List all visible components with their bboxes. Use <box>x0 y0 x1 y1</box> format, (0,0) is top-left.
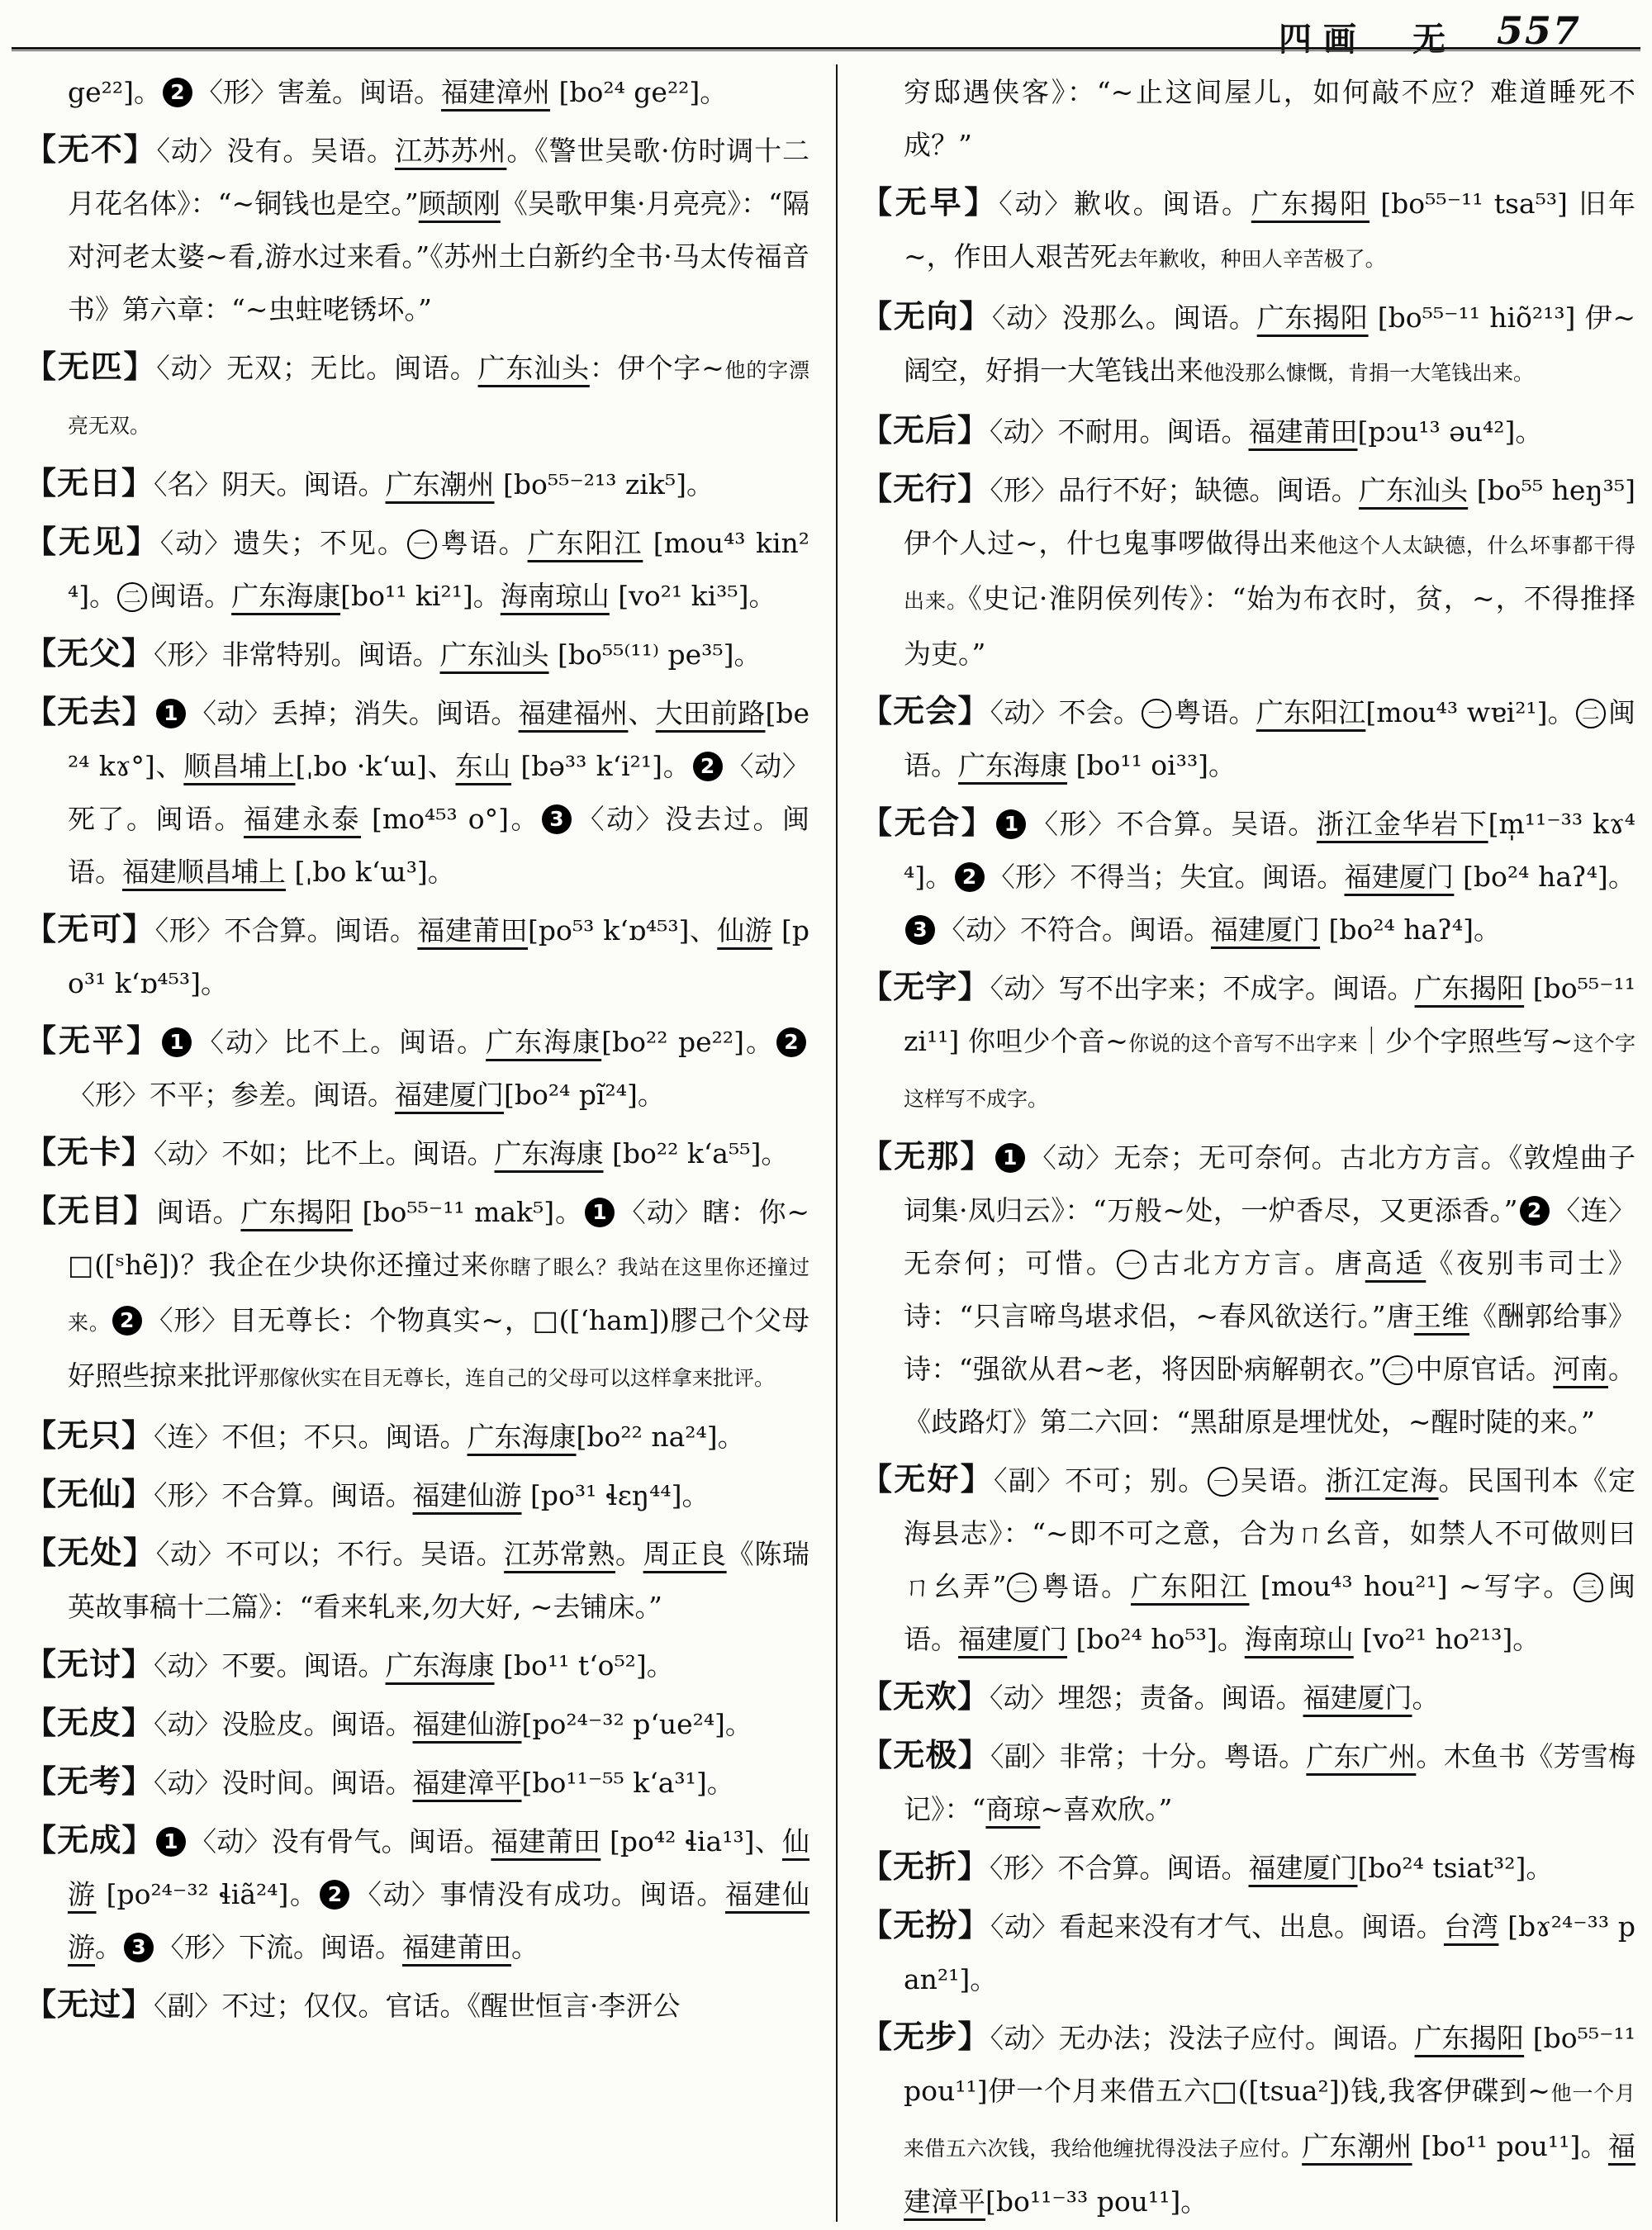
entry-无匹 <box>25 340 809 453</box>
proper-name: 广东汕头 <box>439 638 549 671</box>
entry-text: [bɤ²⁴⁻³³ pan²¹]。 <box>904 1910 1635 1995</box>
entry-text: [bo¹¹⁻⁵⁵ kʻa³¹]。 <box>521 1767 734 1799</box>
entry-text: 〈形〉不合算。吴语。 <box>1029 808 1317 840</box>
proper-name: 海南琼山 <box>1244 1623 1354 1655</box>
entry-无极 <box>861 1729 1635 1836</box>
entry-text: 〈动〉比不上。闽语。 <box>195 1026 487 1058</box>
headword: 【无欢】 <box>861 1677 990 1715</box>
gloss-text: 那傢伙实在目无尊长，连自己的父母可以这样拿来批评。 <box>259 1366 776 1390</box>
proper-name: 大田前路 <box>655 697 766 729</box>
entry-text: [bo¹¹ oi³³]。 <box>1067 749 1237 781</box>
entry-continuation <box>25 66 809 119</box>
headword: 【无日】 <box>25 464 154 501</box>
entry-text: 〈名〉阴天。闽语。 <box>154 468 386 501</box>
entry-text: [mo⁴⁵³ o°]。 <box>361 803 540 835</box>
proper-name: 江苏常熟 <box>504 1538 615 1570</box>
entry-text: [bə³³ kʻi²¹]。 <box>511 750 691 782</box>
gloss-text: 去年歉收，种田人辛苦极了。 <box>1117 247 1386 271</box>
sense-number-black-icon: 1 <box>156 1827 186 1857</box>
proper-name: 商琼 <box>985 1793 1041 1825</box>
entry-text: 〈动〉不要。闽语。 <box>154 1649 386 1682</box>
headword: 【无卡】 <box>25 1133 154 1170</box>
headword: 【无只】 <box>25 1416 154 1454</box>
entry-text: 。《歧路灯》第二六回：“黑甜原是埋忧处，~醒时陡的来。” <box>904 1353 1635 1438</box>
entry-text: 〈动〉丢掉；消失。闽语。 <box>188 697 519 729</box>
proper-name: 福建莆田 <box>1248 415 1358 448</box>
entry-text: [m̩¹¹⁻³³ kɤ⁴⁴]。 <box>904 808 1636 893</box>
gloss-text: 你瞎了眼么？我站在这里你还撞过来。 <box>68 1255 809 1335</box>
proper-name: 福建厦门 <box>395 1079 504 1111</box>
headword: 【无向】 <box>861 297 992 334</box>
entry-text: 〈形〉害羞。闽语。 <box>196 76 441 108</box>
entry-text: 〈动〉没那么。闽语。 <box>991 301 1257 334</box>
entry-text: [bo¹¹ tʻo⁵²]。 <box>494 1649 674 1682</box>
sense-number-black-icon: 1 <box>585 1198 615 1227</box>
entry-text: 。民国刊本《定海县志》：“~即不可之意，合为ㄇ幺音，如禁人不可做则曰ㄇ幺弄” <box>904 1464 1635 1602</box>
entry-text: 〈副〉非常；十分。粤语。 <box>990 1740 1307 1772</box>
proper-name: 广东潮州 <box>1302 2130 1412 2162</box>
entry-无父 <box>25 627 809 681</box>
proper-name: 高适 <box>1365 1247 1427 1279</box>
page-number: 557 <box>1497 8 1582 53</box>
entry-text: 吴语。 <box>1239 1464 1326 1497</box>
entry-text: 《酬郭给事》诗：“强欲从君~老，将因卧病解朝衣。” <box>904 1300 1636 1385</box>
proper-name: 福建永泰 <box>244 803 362 835</box>
headword: 【无见】 <box>25 523 160 560</box>
page-header <box>0 5 1640 59</box>
proper-name: 福建厦门 <box>1248 1852 1358 1884</box>
proper-name: 福建厦门 <box>1344 861 1455 893</box>
entry-text: 〈动〉不符合。闽语。 <box>938 913 1211 946</box>
entry-text: 粤语。 <box>439 527 528 559</box>
proper-name: 福建仙游 <box>412 1708 522 1740</box>
headword: 【无可】 <box>25 910 155 947</box>
entry-text: [bo²⁴ ho⁵³]。 <box>1067 1623 1245 1655</box>
headword: 【无去】 <box>25 693 154 730</box>
entry-text: 。 <box>615 1538 643 1570</box>
headword: 【无会】 <box>861 692 990 729</box>
headword: 【无不】 <box>25 130 157 168</box>
sense-number-black-icon: 2 <box>693 752 723 781</box>
headword: 【无目】 <box>25 1192 157 1229</box>
entry-text: 〈连〉不但；不只。闽语。 <box>154 1421 468 1453</box>
entry-无去 <box>25 686 809 899</box>
entry-text: 〈动〉不如；比不上。闽语。 <box>154 1137 495 1170</box>
sense-number-black-icon: 2 <box>320 1880 349 1910</box>
entry-无成 <box>25 1814 809 1974</box>
proper-name: 广东阳江 <box>1256 696 1366 728</box>
gloss-text: 他没那么慷慨，肯捐一大笔钱出来。 <box>1203 361 1535 385</box>
headword: 【无讨】 <box>25 1645 154 1682</box>
entry-text: 闽语。 <box>904 696 1635 781</box>
gloss-text: 他这个人太缺德，什么坏事都干得出来。 <box>904 534 1635 613</box>
proper-name: 仙游 <box>717 914 773 947</box>
entry-text: 。 <box>95 1931 122 1963</box>
entry-text: [po⁴² ɬia¹³]、 <box>601 1825 782 1858</box>
entry-text: [bo²² kʻa⁵⁵]。 <box>603 1137 789 1170</box>
entry-text: 〈动〉瞎：你~□([ˢhẽ])？我企在少块你还撞过来 <box>68 1196 810 1281</box>
entry-无日 <box>25 457 809 511</box>
proper-name: 广东阳江 <box>527 527 643 559</box>
entry-text: [po⁵³ kʻɒ⁴⁵³]、 <box>528 914 718 947</box>
entry-text: [vo²¹ ho²¹³]。 <box>1353 1623 1540 1655</box>
entry-无见 <box>25 515 809 623</box>
headword: 【无过】 <box>25 1986 154 2023</box>
entry-text: [bo⁵⁵⁻¹¹ mak⁵]。 <box>353 1196 583 1228</box>
entry-无折 <box>861 1840 1635 1895</box>
entry-text: 〈动〉歉收。闽语。 <box>999 187 1251 220</box>
proper-name: 福建莆田 <box>417 914 529 947</box>
headword: 【无极】 <box>861 1736 990 1773</box>
entry-text: [bo²⁴ haʔ⁴]。 <box>1454 861 1636 893</box>
sense-number-black-icon: 1 <box>156 699 186 728</box>
proper-name: 广东汕头 <box>1358 474 1469 506</box>
sense-number-black-icon: 1 <box>162 1027 192 1057</box>
sense-number-circle-icon: 一 <box>1142 699 1171 728</box>
proper-name: 顺昌埔上 <box>183 750 296 782</box>
entry-无那 <box>861 1130 1635 1449</box>
proper-name: 广东潮州 <box>385 468 495 501</box>
entry-text: 。《警世吴歌·仿时调十二月花名体》：“~铜钱也是空。” <box>68 135 809 220</box>
entry-text: [bo¹¹⁻³³ pou¹¹]。 <box>985 2185 1208 2218</box>
entry-text: [be²⁴ kɤ°]、 <box>68 697 810 782</box>
entry-text: [bo⁵⁵⁻¹¹ tsa⁵³] 旧年~，作田人艰苦死 <box>904 187 1636 273</box>
proper-name: 王维 <box>1413 1300 1470 1332</box>
entry-text: [bo⁵⁵ heŋ³⁵] 伊个人过~，什乜鬼事啰做得出来 <box>904 474 1636 559</box>
entry-text: [bo⁵⁵⁻¹¹ hiõ²¹³] 伊~阔空，好捐一大笔钱出来 <box>904 301 1636 387</box>
entry-无后 <box>861 404 1635 458</box>
entry-text: 《史记·淮阴侯列传》：“始为布衣时，贫，~，不得推择为吏。” <box>904 582 1635 670</box>
sense-number-black-icon: 2 <box>112 1306 142 1336</box>
sense-number-black-icon: 1 <box>995 1143 1025 1173</box>
proper-name: 周正良 <box>643 1538 727 1570</box>
entry-无向 <box>861 290 1635 400</box>
proper-name: 广东揭阳 <box>1251 187 1370 220</box>
entry-无过 <box>25 1978 809 2033</box>
proper-name: 福建厦门 <box>958 1623 1067 1655</box>
proper-name: 广东汕头 <box>477 352 590 384</box>
entry-text: 〈动〉埋怨；责备。闽语。 <box>990 1682 1303 1714</box>
headword: 【无行】 <box>861 470 990 507</box>
entry-text: 〈形〉目无尊长：个物真实~，□([ʻham])膠己个父母好照些掠来批评 <box>68 1304 809 1392</box>
proper-name: 福建漳平 <box>412 1767 522 1799</box>
column-divider <box>836 64 838 2222</box>
sense-number-black-icon: 3 <box>542 804 572 834</box>
proper-name: 福建漳平 <box>904 2130 1635 2218</box>
header-rule <box>12 47 1640 51</box>
entry-text: 粤语。 <box>1039 1570 1131 1602</box>
entry-text: 〈动〉事情没有成功。闽语。 <box>353 1878 725 1910</box>
sense-number-black-icon: 2 <box>163 78 192 107</box>
proper-name: 福建厦门 <box>1211 913 1320 946</box>
headword: 【无步】 <box>861 2018 990 2055</box>
entry-text: 〈形〉下流。闽语。 <box>157 1931 402 1963</box>
entry-无行 <box>861 463 1635 681</box>
proper-name: 东山 <box>455 750 512 782</box>
sense-number-circle-icon: 二 <box>1383 1355 1412 1385</box>
entry-text: [mou⁴³ hou²¹] ~写字。 <box>1249 1570 1574 1602</box>
proper-name: 广东海康 <box>958 749 1067 781</box>
entry-text: ｜少个字照些写~ <box>1357 1025 1574 1057</box>
entry-无早 <box>861 176 1635 286</box>
entry-text: [po³¹ ɬɛŋ⁴⁴]。 <box>521 1479 710 1511</box>
proper-name: 福建仙游 <box>68 1878 810 1963</box>
proper-name: 海南琼山 <box>500 580 610 612</box>
entry-text: 〈形〉品行不好；缺德。闽语。 <box>990 474 1359 506</box>
entry-text: [mou⁴³ kin²⁴]。 <box>68 527 809 612</box>
entry-text: [bo²⁴ tsiat³²]。 <box>1357 1852 1554 1884</box>
entry-text: 〈动〉不可以；不行。吴语。 <box>155 1538 505 1570</box>
proper-name: 河南 <box>1553 1353 1608 1385</box>
entry-text: 〈形〉不得当；失宜。闽语。 <box>987 861 1345 893</box>
entry-text: 闽语。 <box>904 1570 1635 1655</box>
proper-name: 广东海康 <box>486 1026 602 1058</box>
headword: 【无扮】 <box>861 1906 991 1943</box>
entry-text: 〈动〉看起来没有才气、出息。闽语。 <box>990 1910 1444 1943</box>
proper-name: 广东海康 <box>494 1137 604 1170</box>
headword: 【无成】 <box>25 1821 154 1858</box>
entry-无皮 <box>25 1696 809 1751</box>
entry-无讨 <box>25 1638 809 1692</box>
entry-text: [vo²¹ ki³⁵]。 <box>609 580 776 612</box>
entry-text: 《吴歌甲集·月亮亮》：“隔对河老太婆~看,游水过来看。”《苏州土白新约全书·马太传福音书》第六章：“~虫蛀咾锈坏。” <box>68 187 809 325</box>
entry-text: 〈动〉无办法；没法子应付。闽语。 <box>990 2022 1415 2054</box>
entry-text: 〈形〉非常特别。闽语。 <box>154 638 440 671</box>
entry-text: 。 <box>1412 1682 1440 1714</box>
proper-name: 浙江金华岩下 <box>1316 808 1488 840</box>
entry-text: [bo²² pe²²]。 <box>601 1026 775 1058</box>
sense-number-circle-icon: 二 <box>1576 699 1606 728</box>
entry-text: 穷邸遇侠客》：“~止这间屋儿，如何敲不应？难道睡死不成？” <box>904 76 1635 161</box>
entry-text: 中原官话。 <box>1415 1353 1554 1385</box>
proper-name: 浙江定海 <box>1325 1464 1439 1497</box>
entry-text: [pɔu¹³ əu⁴²]。 <box>1357 415 1543 448</box>
gloss-text: 这个字这样写不成字。 <box>904 1032 1635 1111</box>
sense-number-circle-icon: 二 <box>117 582 147 612</box>
entry-无仙 <box>25 1468 809 1522</box>
entry-text: 〈动〉死了。闽语。 <box>68 750 809 835</box>
entry-text: [po³¹ kʻɒ⁴⁵³]。 <box>68 914 810 999</box>
entry-无欢 <box>861 1670 1635 1725</box>
entry-continuation <box>861 66 1635 172</box>
sense-number-circle-icon: 一 <box>1117 1250 1146 1279</box>
entry-text: 〈动〉没有骨气。闽语。 <box>188 1825 491 1858</box>
entry-无目 <box>25 1184 809 1405</box>
entry-text: [bo²⁴ pĩ²⁴]。 <box>504 1079 665 1111</box>
headword: 【无早】 <box>861 183 999 221</box>
entry-text: [bo⁵⁵⁻²¹³ zik⁵]。 <box>494 468 714 501</box>
entry-text: ：伊个字~ <box>589 352 724 384</box>
entry-text: 〈动〉不耐用。闽语。 <box>990 415 1249 448</box>
proper-name: 广东广州 <box>1306 1740 1417 1772</box>
gloss-text: 你说的这个音写不出字来 <box>1127 1032 1358 1056</box>
entry-text: 《陈瑞英故事稿十二篇》：“看来轧来,勿大好, ~去铺床。” <box>68 1538 810 1623</box>
entry-text: 〈动〉不会。 <box>990 696 1142 728</box>
entry-text: 〈形〉不合算。闽语。 <box>990 1852 1249 1884</box>
headword: 【无父】 <box>25 634 154 671</box>
proper-name: 福建厦门 <box>1303 1682 1412 1714</box>
left-column <box>25 66 809 2037</box>
headword: 【无好】 <box>861 1460 994 1497</box>
entry-text: 闽语。 <box>156 1196 241 1228</box>
sense-number-circle-icon: 二 <box>1007 1573 1037 1602</box>
proper-name: 广东揭阳 <box>240 1196 354 1228</box>
headword: 【无匹】 <box>25 348 157 385</box>
entry-text: 粤语。 <box>1174 696 1256 728</box>
sense-number-black-icon: 3 <box>124 1933 154 1962</box>
sense-number-circle-icon: 一 <box>1208 1467 1237 1497</box>
gloss-text: 他一个月来借五六次钱，我给他缠扰得没法子应付。 <box>904 2081 1635 2161</box>
sense-number-black-icon: 2 <box>776 1027 806 1057</box>
proper-name: 福建福州 <box>518 697 629 729</box>
entry-text: 〈动〉没时间。闽语。 <box>154 1767 413 1799</box>
proper-name: 广东揭阳 <box>1414 972 1525 1004</box>
entry-无不 <box>25 123 809 336</box>
entry-text: 〈动〉写不出字来；不成字。闽语。 <box>990 972 1415 1004</box>
entry-text: 〈动〉遗失；不见。 <box>159 527 406 559</box>
entry-text: 古北方方言。唐 <box>1149 1247 1365 1279</box>
entry-无可 <box>25 903 809 1010</box>
headword: 【无仙】 <box>25 1475 154 1512</box>
headword: 【无处】 <box>25 1534 156 1571</box>
entry-text: 〈动〉没去过。闽语。 <box>68 803 810 888</box>
entry-text: [bo²⁴ haʔ⁴]。 <box>1320 913 1502 946</box>
entry-text: [mou⁴³ wɐi²¹]。 <box>1365 696 1575 728</box>
proper-name: 顾颉刚 <box>418 187 501 220</box>
entry-无字 <box>861 961 1635 1126</box>
entry-text: 〈连〉无奈何；可惜。 <box>904 1194 1636 1279</box>
sense-number-black-icon: 1 <box>996 809 1026 839</box>
headword: 【无合】 <box>861 804 995 841</box>
proper-name: 广东海康 <box>467 1421 577 1453</box>
proper-name: 福建莆田 <box>402 1931 511 1963</box>
entry-无处 <box>25 1526 809 1634</box>
entry-无扮 <box>861 1899 1635 2006</box>
entry-text: 。 <box>511 1931 539 1963</box>
entry-text: [bo⁵⁵⁽¹¹⁾ pe³⁵]。 <box>548 638 762 671</box>
sense-number-black-icon: 2 <box>955 862 985 892</box>
section-label: 四画 无 <box>1279 20 1457 59</box>
entry-text: [bo⁵⁵⁻¹¹ zi¹¹] 你呾少个音~ <box>904 972 1635 1057</box>
entry-text: [bo²⁴ ge²²]。 <box>550 76 728 108</box>
headword: 【无皮】 <box>25 1704 154 1741</box>
headword: 【无后】 <box>861 411 990 448</box>
proper-name: 福建仙游 <box>412 1479 522 1511</box>
entry-无合 <box>861 796 1635 956</box>
entry-text: 〈副〉不可；别。 <box>994 1464 1207 1497</box>
entry-text: [bo¹¹ ki²¹]。 <box>340 580 501 612</box>
sense-number-black-icon: 2 <box>1520 1196 1550 1226</box>
entry-text: ge²²]。 <box>68 76 161 108</box>
proper-name: 台湾 <box>1443 1910 1499 1943</box>
entry-text: [po²⁴⁻³² ɬiã²⁴]。 <box>96 1878 319 1910</box>
entry-text: 〈形〉不合算。闽语。 <box>154 914 418 947</box>
entry-text: [ˌbo kʻɯ³]。 <box>286 856 455 888</box>
entry-text: [bo²² na²⁴]。 <box>576 1421 745 1453</box>
headword: 【无考】 <box>25 1763 154 1800</box>
entry-text: 、 <box>628 697 656 729</box>
headword: 【无字】 <box>861 968 990 1005</box>
entry-无只 <box>25 1409 809 1464</box>
entry-text: 。木鱼书《芳雪梅记》：“ <box>904 1740 1636 1825</box>
entry-text: 〈形〉不合算。闽语。 <box>154 1479 413 1511</box>
entry-text: 〈动〉无奈；无可奈何。古北方方言。《敦煌曲子词集·凤归云》：“万般~处，一炉香尽，又更添香。” <box>904 1141 1635 1226</box>
entry-text: 闽语。 <box>150 580 232 612</box>
proper-name: 福建顺昌埔上 <box>122 856 286 888</box>
proper-name: 仙游 <box>68 1825 809 1910</box>
sense-number-black-icon: 3 <box>905 915 935 945</box>
proper-name: 福建漳州 <box>441 76 550 108</box>
entry-text: [bo¹¹ pou¹¹]。 <box>1412 2130 1608 2162</box>
proper-name: 广东揭阳 <box>1414 2022 1525 2054</box>
entry-text: [ˌbo ·kʻɯ]、 <box>295 750 456 782</box>
entry-text: 〈动〉没有。吴语。 <box>156 135 395 167</box>
entry-text: 〈动〉无双；无比。闽语。 <box>156 352 478 384</box>
entry-无卡 <box>25 1126 809 1180</box>
entry-无平 <box>25 1014 809 1122</box>
entry-无好 <box>861 1453 1635 1666</box>
entry-text: 《夜别韦司士》诗：“只言啼鸟堪求侣，~春风欲送行。”唐 <box>904 1247 1636 1332</box>
sense-number-circle-icon: 三 <box>1574 1573 1603 1602</box>
entry-text: 〈动〉没脸皮。闽语。 <box>154 1708 413 1740</box>
proper-name: 广东海康 <box>385 1649 495 1682</box>
entry-无会 <box>861 685 1635 792</box>
sense-number-circle-icon: 一 <box>407 529 437 559</box>
entry-text: 〈副〉不过；仅仅。官话。《醒世恒言·李汧公 <box>154 1990 681 2022</box>
proper-name: 江苏苏州 <box>394 135 507 167</box>
right-column <box>861 66 1635 2230</box>
entry-无步 <box>861 2010 1635 2228</box>
entry-text: 〈形〉不平；参差。闽语。 <box>68 1079 395 1111</box>
headword: 【无折】 <box>861 1848 990 1885</box>
entry-text: ~喜欢欣。” <box>1040 1793 1173 1825</box>
headword: 【无那】 <box>861 1137 994 1174</box>
headword: 【无平】 <box>25 1022 161 1059</box>
entry-无考 <box>25 1755 809 1810</box>
gloss-text: 他的字漂亮无双。 <box>68 358 809 438</box>
proper-name: 福建莆田 <box>491 1825 601 1858</box>
entry-text: [bo⁵⁵⁻¹¹ pou¹¹]伊一个月来借五六□([tsua²])钱,我客伊碟到~ <box>904 2022 1635 2107</box>
proper-name: 广东阳江 <box>1130 1570 1250 1602</box>
proper-name: 广东揭阳 <box>1256 301 1369 334</box>
proper-name: 广东海康 <box>231 580 341 612</box>
entry-text: [po²⁴⁻³² pʻue²⁴]。 <box>521 1708 752 1740</box>
